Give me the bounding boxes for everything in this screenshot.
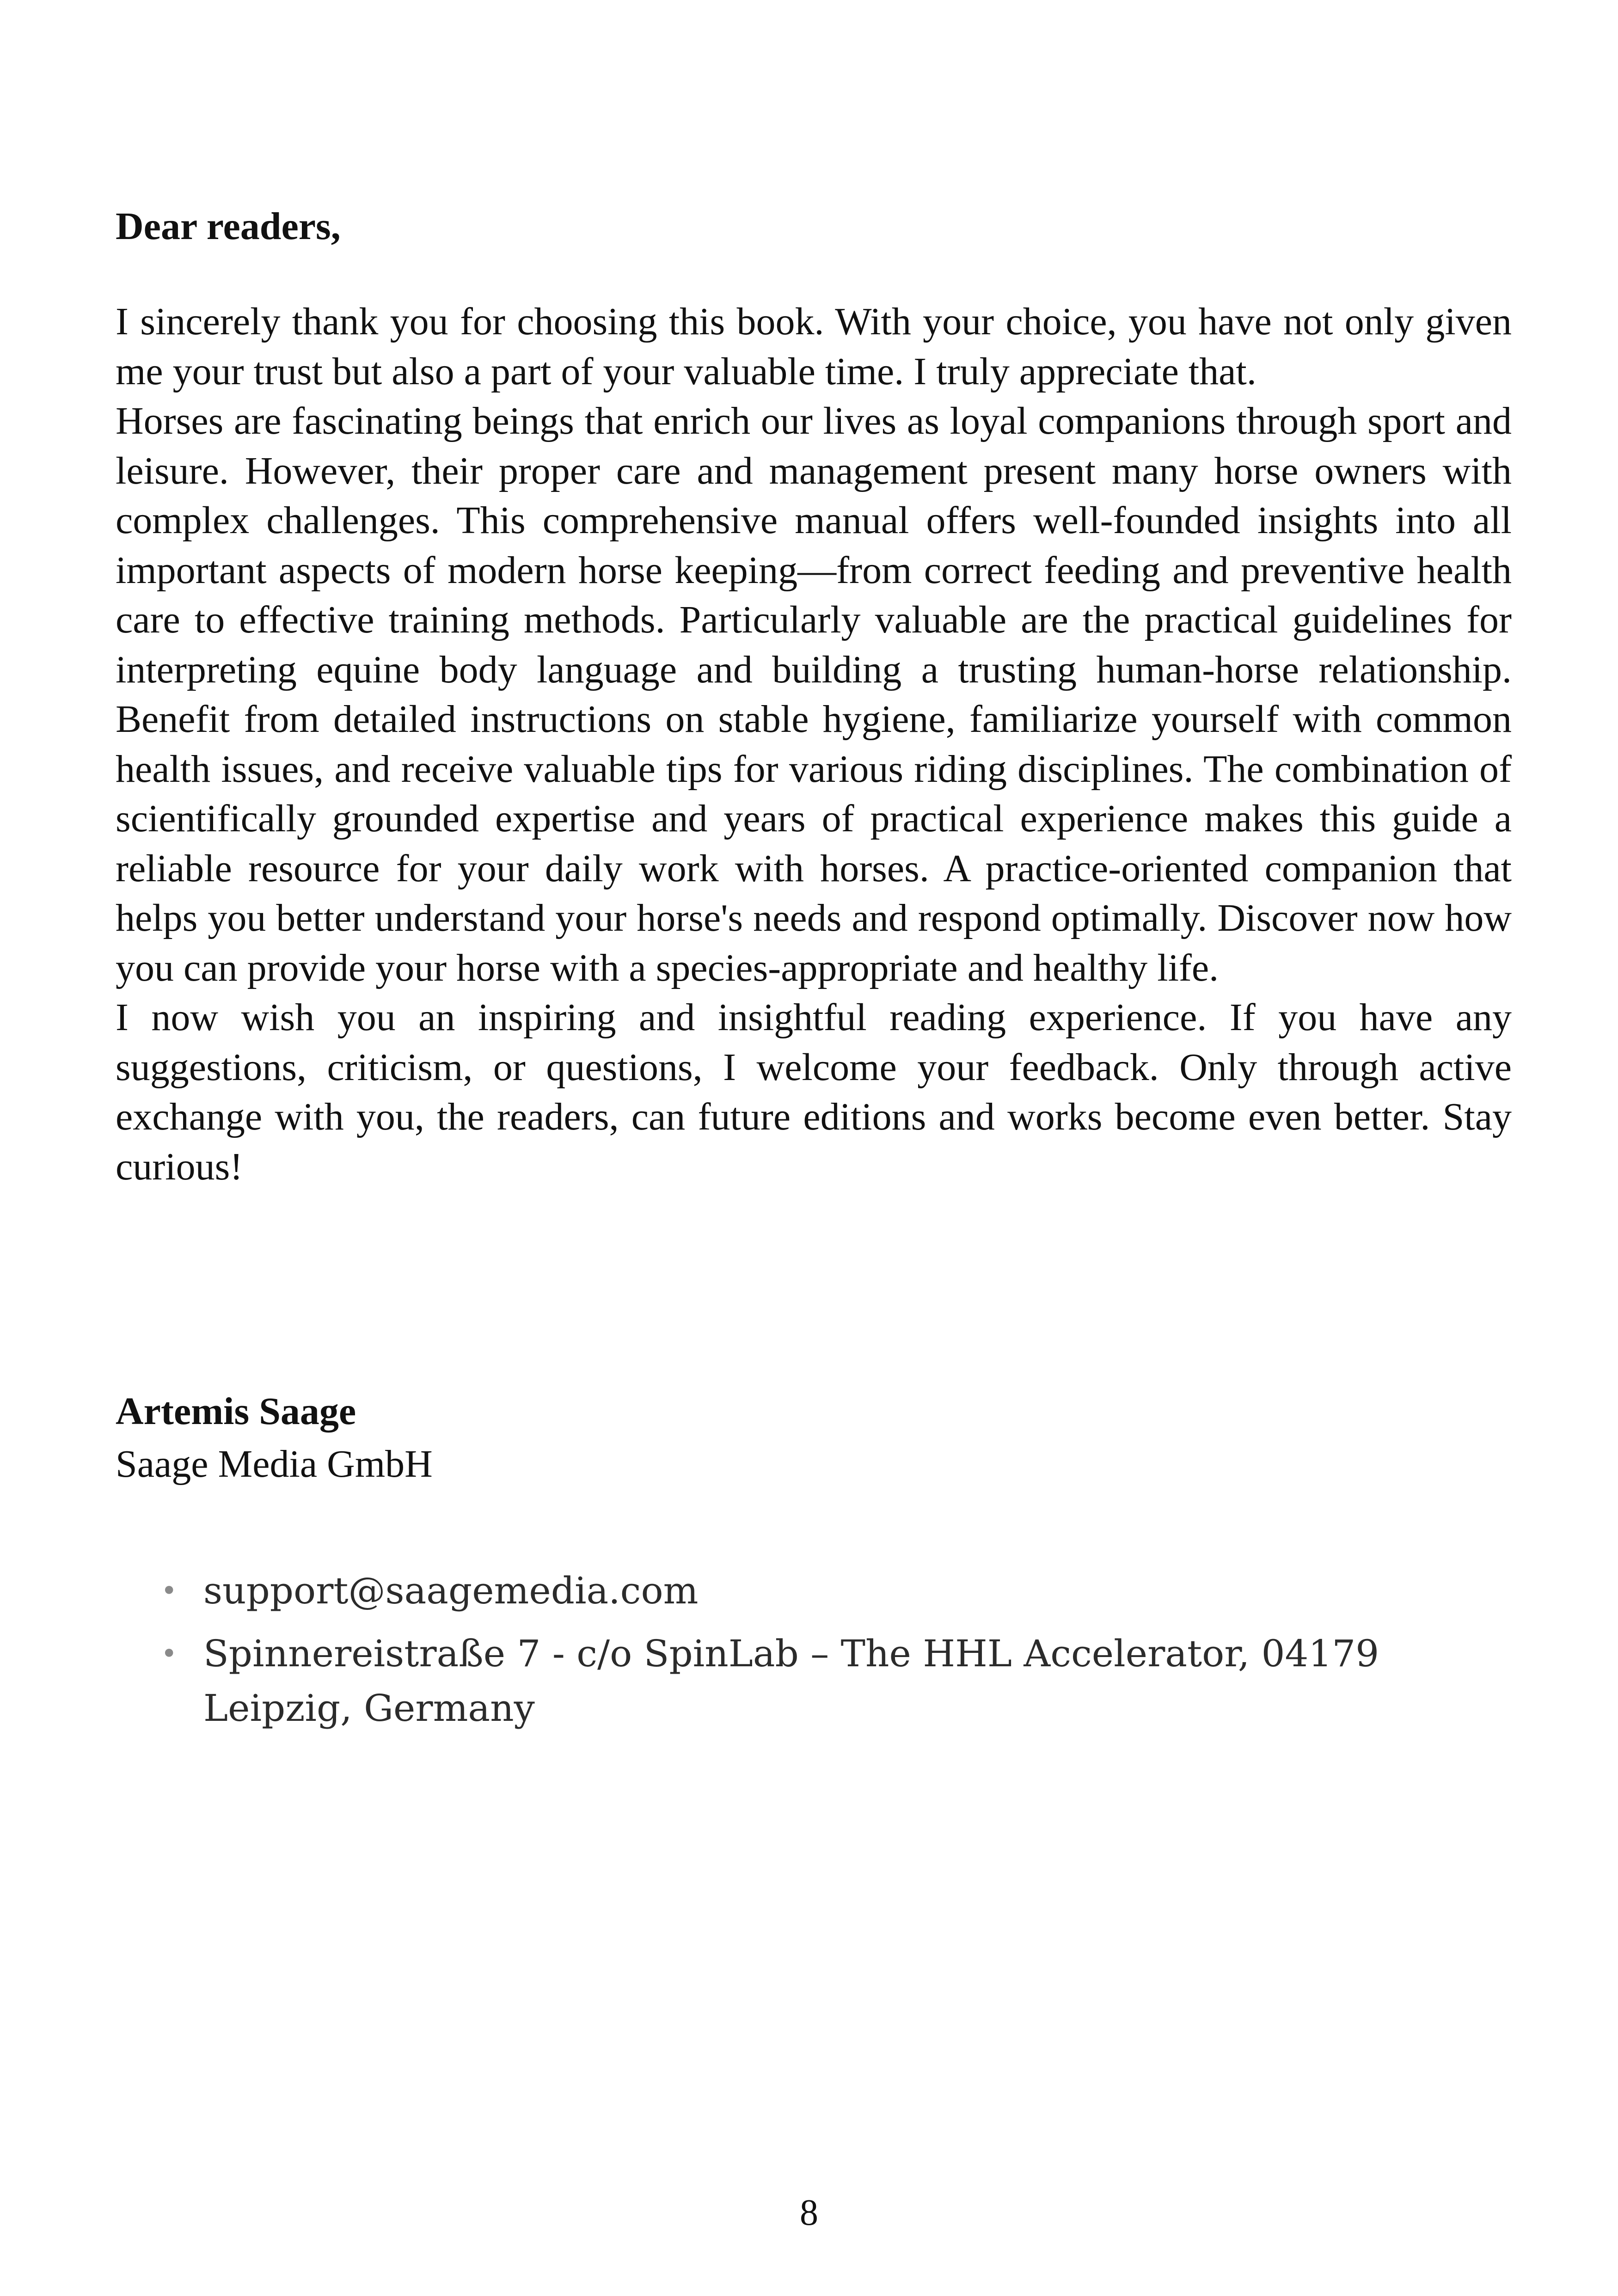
letter-body [116,297,1512,1191]
page-number: 8 [800,2192,818,2233]
greeting-heading: Dear readers, [116,205,341,248]
contact-address-text: Spinnereistraße 7 - c/o SpinLab – The HHL Accelerator, 04179 Leipzig, Germany [203,1632,1379,1730]
contact-list [157,1564,1498,1744]
paragraph-book-description: Horses are fascinating beings that enrich our lives as loyal companions through sport and leisure. However, their proper care and management present many horse owners with complex challenges. This comprehensive manual offers well-founded insights into all important aspects of modern horse keeping—from correct feeding and preventive health care to effective training methods. Particularly valuable are the practical guidelines for interpreting equine body language and building a trusting human-horse relationship. Benefit from detailed instructions on stable hygiene, familiarize yourself with common health issues, and receive valuable tips for various riding disciplines. The combination of scientifically grounded expertise and years of practical experience makes this guide a reliable resource for your daily work with horses. A practice-oriented companion that helps you better understand your horse's needs and respond optimally. Discover now how you can provide your horse with a species-appropriate and healthy life. [116,399,1512,989]
contact-address [157,1627,1498,1736]
company-name: Saage Media GmbH [116,1443,433,1486]
paragraph-thanks: I sincerely thank you for choosing this book. With your choice, you have not only given me your trust but also a part of your valuable time. I truly appreciate that. [116,300,1512,393]
contact-email[interactable] [157,1564,1498,1618]
bullet-icon: • [161,1638,178,1670]
bullet-icon: • [161,1575,178,1607]
paragraph-closing: I now wish you an inspiring and insightful reading experience. If you have any suggestions, criticism, or questions, I welcome your feedback. Only through active exchange with you, the readers, can future editions and works become even better. Stay curious! [116,996,1512,1188]
author-name: Artemis Saage [116,1390,356,1433]
contact-email-text[interactable]: support@saagemedia.com [203,1569,699,1612]
